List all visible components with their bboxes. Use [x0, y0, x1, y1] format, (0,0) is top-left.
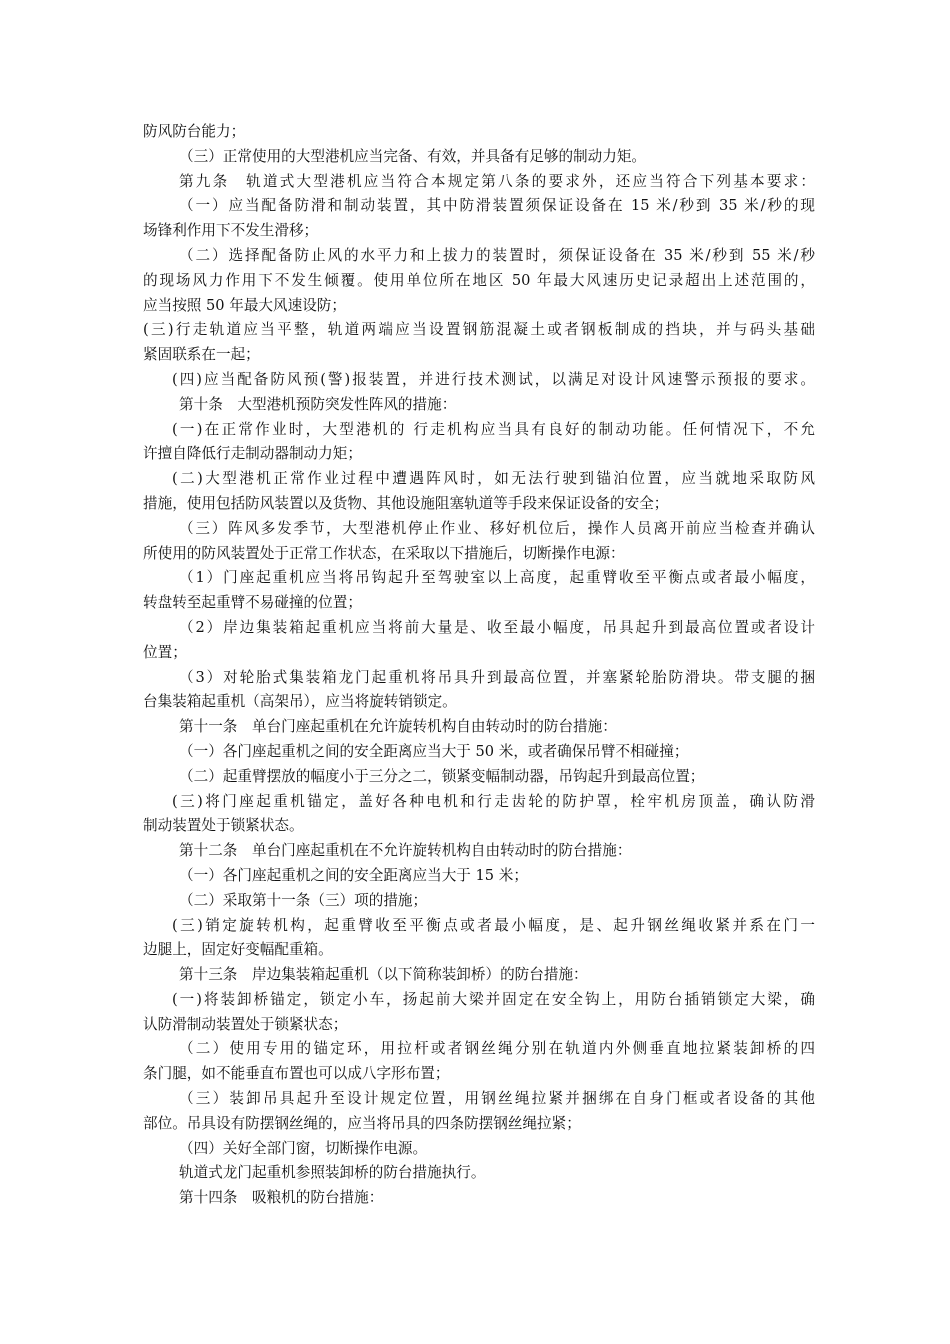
text-line: （一）应当配备防滑和制动装置，其中防滑装置须保证设备在 15 米/秒到 35 米/秒的现 — [179, 197, 815, 215]
text-line: 位置； — [143, 643, 187, 661]
text-line: 第十条 大型港机预防突发性阵风的措施： — [179, 395, 457, 413]
text-line: （三）装卸吊具起升至设计规定位置，用钢丝绳拉紧并捆绑在自身门框或者设备的其他 — [179, 1090, 815, 1108]
text-line: 场锋利作用下不发生滑移； — [143, 222, 319, 240]
text-line: 转盘转至起重臂不易碰撞的位置； — [143, 594, 362, 612]
text-line: 部位。吊具设有防摆钢丝绳的，应当将吊具的四条防摆钢丝绳拉紧； — [143, 1114, 581, 1132]
text-line: （二）使用专用的锚定环，用拉杆或者钢丝绳分别在轨道内外侧垂直地拉紧装卸桥的四 — [179, 1040, 815, 1058]
text-line: 条门腿，如不能垂直布置也可以成八字形布置； — [143, 1065, 450, 1083]
text-line: 第十四条 吸粮机的防台措施： — [179, 1189, 384, 1207]
text-line: 第十二条 单台门座起重机在不允许旋转机构自由转动时的防台措施： — [179, 842, 632, 860]
text-line: 第十一条 单台门座起重机在允许旋转机构自由转动时的防台措施： — [179, 718, 617, 736]
text-line: （二）选择配备防止风的水平力和上拔力的装置时，须保证设备在 35 米/秒到 55 米/秒 — [179, 246, 815, 264]
text-line: 措施，使用包括防风装置以及货物、其他设施阻塞轨道等手段来保证设备的安全； — [143, 494, 669, 512]
text-line: 台集装箱起重机（高架吊），应当将旋转销锁定。 — [143, 693, 457, 711]
text-line: (一)在正常作业时，大型港机的 行走机构应当具有良好的制动功能。任何情况下，不允 — [172, 420, 815, 438]
document-body — [143, 120, 815, 1211]
text-line: 紧固联系在一起； — [143, 346, 260, 364]
text-line: （四）关好全部门窗，切断操作电源。 — [179, 1139, 428, 1157]
text-line: （二）采取第十一条（三）项的措施； — [179, 891, 428, 909]
text-line: 应当按照 50 年最大风速设防； — [143, 296, 346, 314]
text-line: 的现场风力作用下不发生倾覆。使用单位所在地区 50 年最大风速历史记录超出上述范围的， — [143, 271, 815, 289]
text-line: （二）起重臂摆放的幅度小于三分之二，锁紧变幅制动器，吊钩起升到最高位置； — [179, 767, 705, 785]
text-line: （3）对轮胎式集装箱龙门起重机将吊具升到最高位置，并塞紧轮胎防滑块。带支腿的捆 — [179, 668, 815, 686]
text-line: 第九条 轨道式大型港机应当符合本规定第八条的要求外，还应当符合下列基本要求： — [179, 172, 815, 190]
text-line: （2）岸边集装箱起重机应当将前大量是、收至最小幅度，吊具起升到最高位置或者设计 — [179, 618, 815, 636]
text-line: （三）正常使用的大型港机应当完备、有效，并具备有足够的制动力矩。 — [179, 147, 647, 165]
text-line: 所使用的防风装置处于正常工作状态，在采取以下措施后，切断操作电源： — [143, 544, 625, 562]
text-line: 制动装置处于锁紧状态。 — [143, 817, 304, 835]
text-line: (三)销定旋转机构，起重臂收至平衡点或者最小幅度，是、起升钢丝绳收紧并系在门一 — [172, 916, 815, 934]
text-line: 认防滑制动装置处于锁紧状态； — [143, 1015, 348, 1033]
text-line: （三）阵风多发季节，大型港机停止作业、移好机位后，操作人员离开前应当检查并确认 — [179, 519, 815, 537]
text-line: （一）各门座起重机之间的安全距离应当大于 50 米，或者确保吊臂不相碰撞； — [179, 742, 689, 760]
text-line: (三)行走轨道应当平整，轨道两端应当设置钢筋混凝土或者钢板制成的挡块，并与码头基础 — [143, 321, 815, 339]
text-line: 轨道式龙门起重机参照装卸桥的防台措施执行。 — [179, 1164, 486, 1182]
text-line: 防风防台能力； — [143, 123, 246, 140]
text-line: (二)大型港机正常作业过程中遭遇阵风时，如无法行驶到锚泊位置，应当就地采取防风 — [172, 470, 815, 488]
text-line: （一）各门座起重机之间的安全距离应当大于 15 米； — [179, 866, 528, 884]
text-line: (一)将装卸桥锚定，锁定小车，扬起前大梁并固定在安全钩上，用防台插销锁定大梁，确 — [172, 990, 815, 1008]
text-line: 边腿上，固定好变幅配重箱。 — [143, 941, 333, 959]
text-line: (四)应当配备防风预(警)报装置，并进行技术测试，以满足对设计风速警示预报的要求。 — [172, 370, 815, 388]
text-line: 许擅自降低行走制动器制动力矩； — [143, 445, 362, 463]
text-line: （1）门座起重机应当将吊钩起升至驾驶室以上高度，起重臂收至平衡点或者最小幅度， — [179, 569, 815, 587]
text-line: 第十三条 岸边集装箱起重机（以下简称装卸桥）的防台措施： — [179, 966, 588, 984]
text-line: (三)将门座起重机锚定，盖好各种电机和行走齿轮的防护罩，栓牢机房顶盖，确认防滑 — [172, 792, 815, 810]
